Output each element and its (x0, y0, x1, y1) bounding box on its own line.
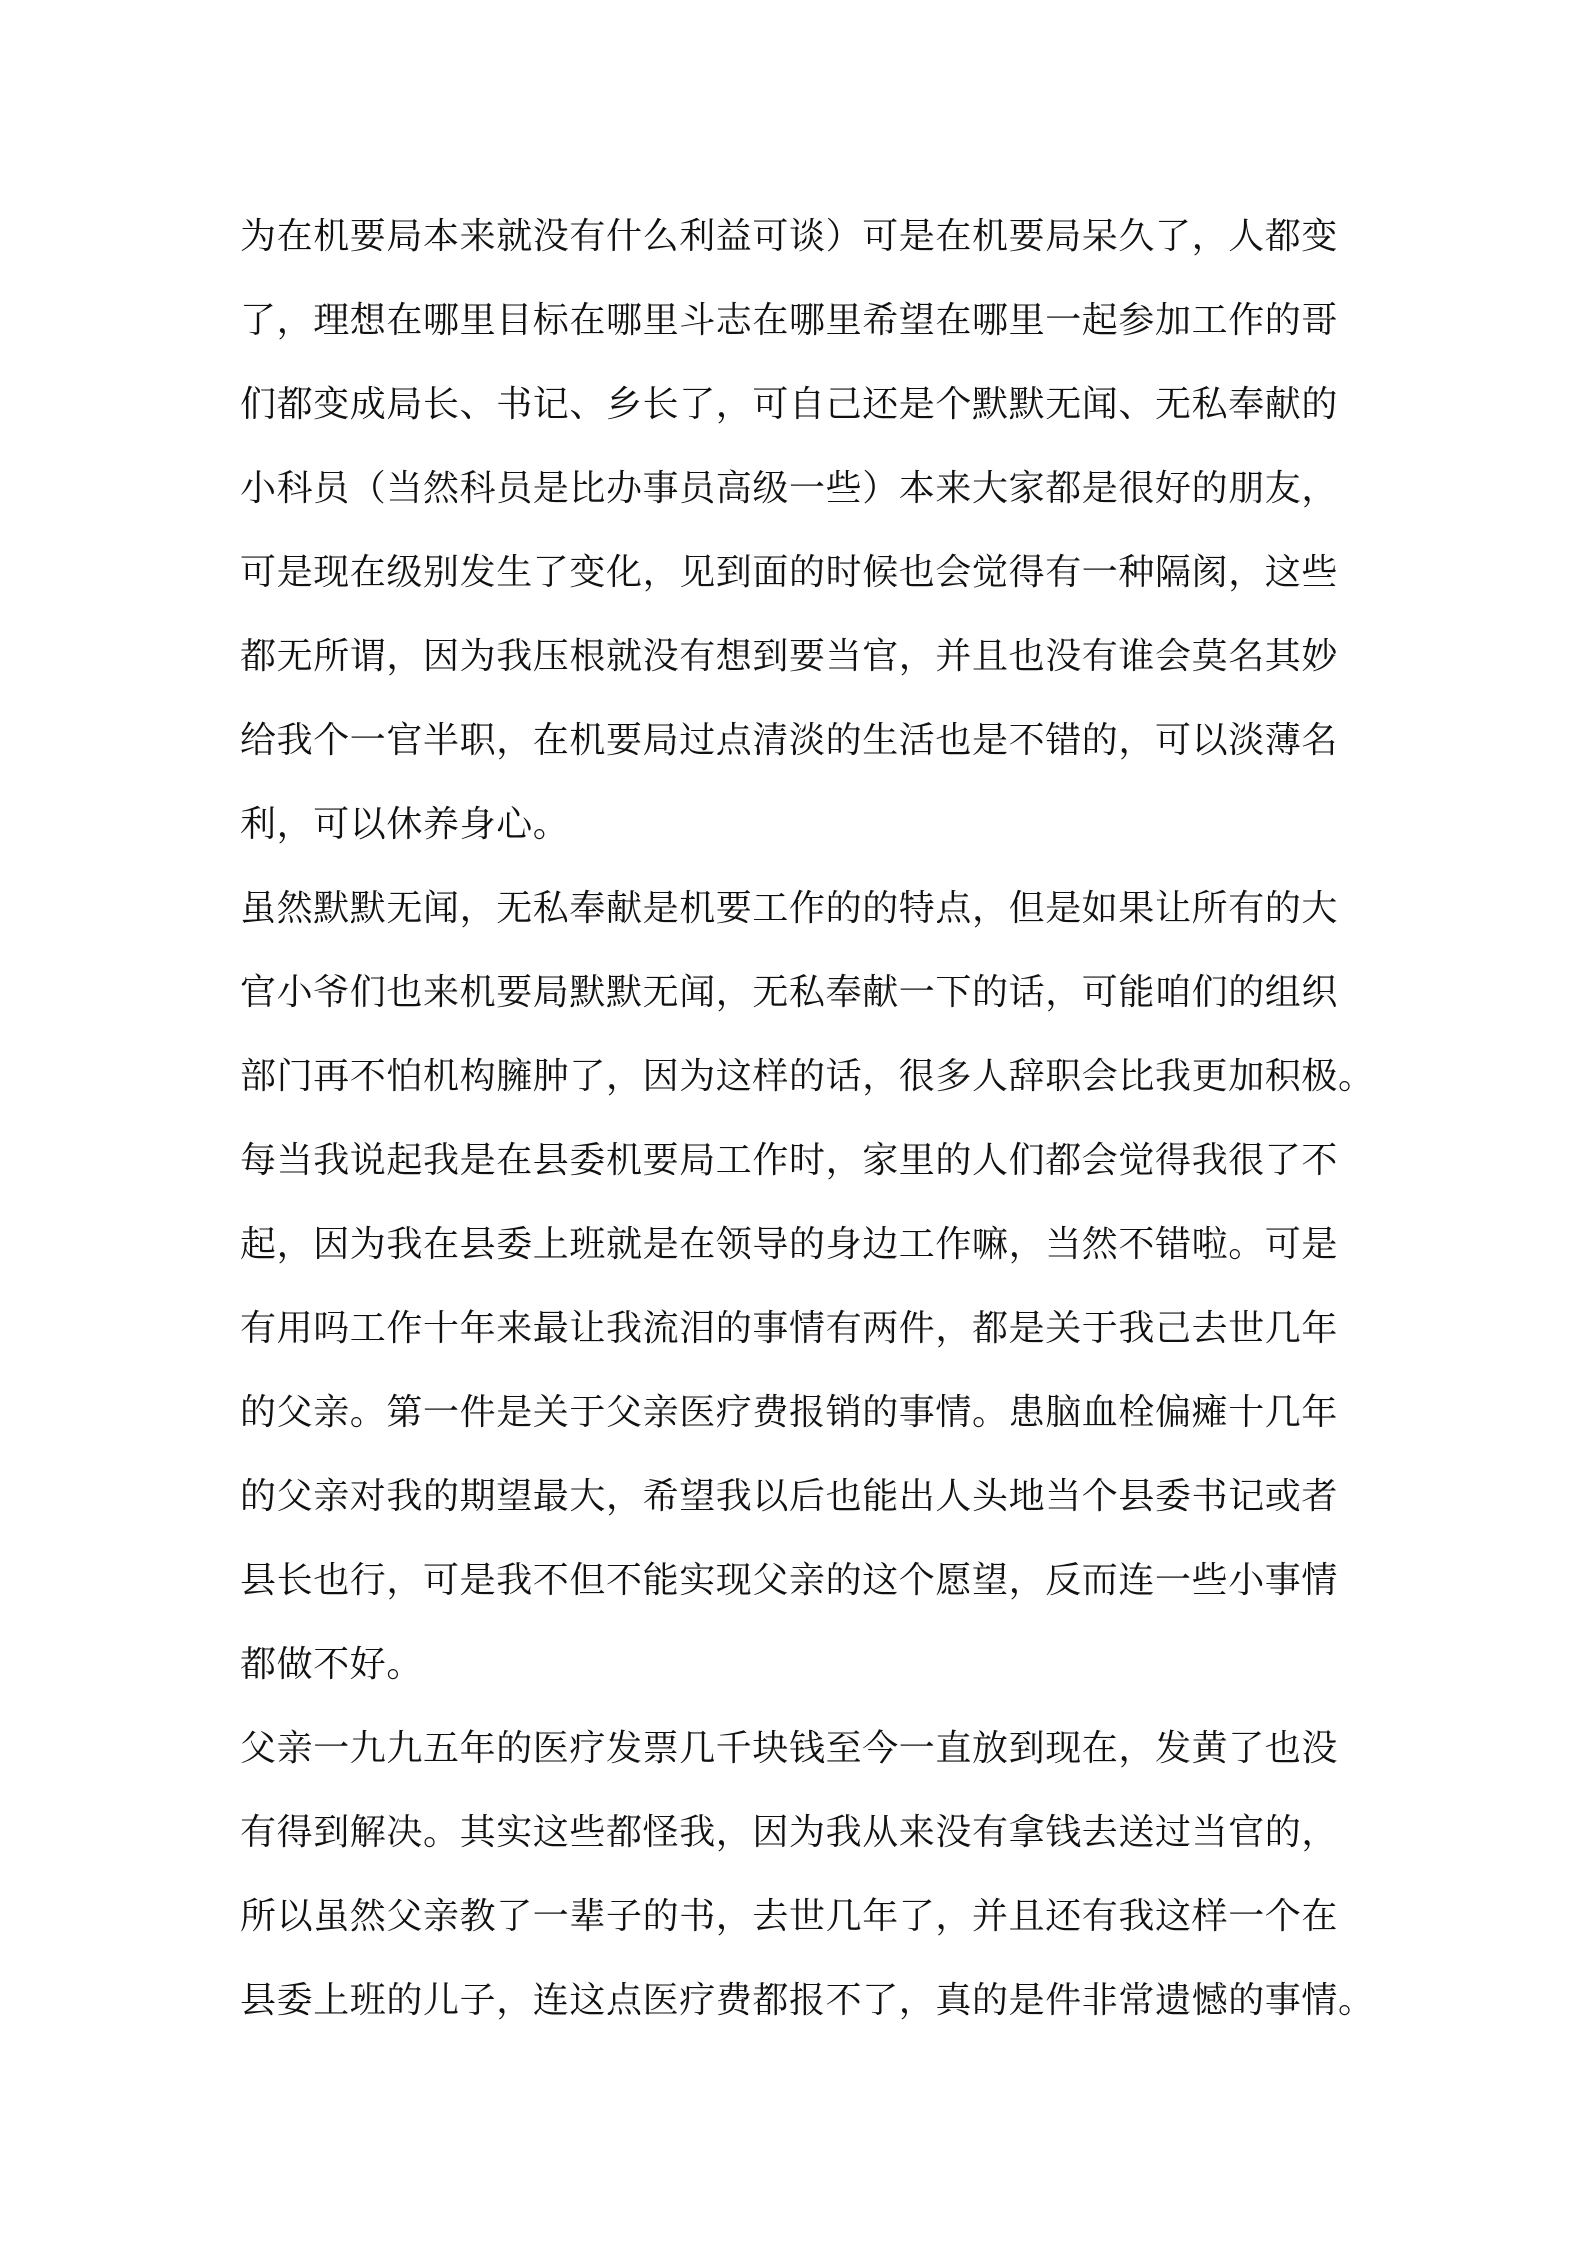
text-line: 的父亲对我的期望最大，希望我以后也能出人头地当个县委书记或者 (240, 1476, 1339, 1517)
text-line: 部门再不怕机构臃肿了，因为这样的话，很多人辞职会比我更加积极。 (240, 1056, 1375, 1097)
text-line: 的父亲。第一件是关于父亲医疗费报销的事情。患脑血栓偏瘫十几年 (240, 1392, 1339, 1433)
text-line: 所以虽然父亲教了一辈子的书，去世几年了，并且还有我这样一个在 (240, 1896, 1339, 1937)
text-line: 有得到解决。其实这些都怪我，因为我从来没有拿钱去送过当官的， (240, 1812, 1339, 1853)
text-line: 父亲一九九五年的医疗发票几千块钱至今一直放到现在，发黄了也没 (240, 1728, 1339, 1769)
text-line: 虽然默默无闻，无私奉献是机要工作的的特点，但是如果让所有的大 (240, 888, 1339, 929)
text-line: 官小爷们也来机要局默默无闻，无私奉献一下的话，可能咱们的组织 (240, 972, 1339, 1013)
text-line: 每当我说起我是在县委机要局工作时，家里的人们都会觉得我很了不 (240, 1140, 1339, 1181)
text-line: 县委上班的儿子，连这点医疗费都报不了，真的是件非常遗憾的事情。 (240, 1980, 1375, 2021)
text-line: 都无所谓，因为我压根就没有想到要当官，并且也没有谁会莫名其妙 (240, 636, 1339, 677)
text-line: 可是现在级别发生了变化，见到面的时候也会觉得有一种隔阂，这些 (240, 552, 1339, 593)
text-line: 们都变成局长、书记、乡长了，可自己还是个默默无闻、无私奉献的 (240, 384, 1339, 425)
text-line: 给我个一官半职，在机要局过点清淡的生活也是不错的，可以淡薄名 (240, 720, 1339, 761)
text-line: 都做不好。 (240, 1644, 424, 1685)
text-line: 了，理想在哪里目标在哪里斗志在哪里希望在哪里一起参加工作的哥 (240, 300, 1339, 341)
text-line: 小科员（当然科员是比办事员高级一些）本来大家都是很好的朋友， (240, 468, 1339, 509)
text-line: 有用吗工作十年来最让我流泪的事情有两件，都是关于我己去世几年 (240, 1308, 1339, 1349)
text-line: 为在机要局本来就没有什么利益可谈）可是在机要局呆久了，人都变 (240, 216, 1339, 257)
body-text (240, 195, 1375, 2043)
text-line: 起，因为我在县委上班就是在领导的身边工作嘛，当然不错啦。可是 (240, 1224, 1339, 1265)
text-line: 县长也行，可是我不但不能实现父亲的这个愿望，反而连一些小事情 (240, 1560, 1339, 1601)
text-line: 利，可以休养身心。 (240, 804, 570, 845)
